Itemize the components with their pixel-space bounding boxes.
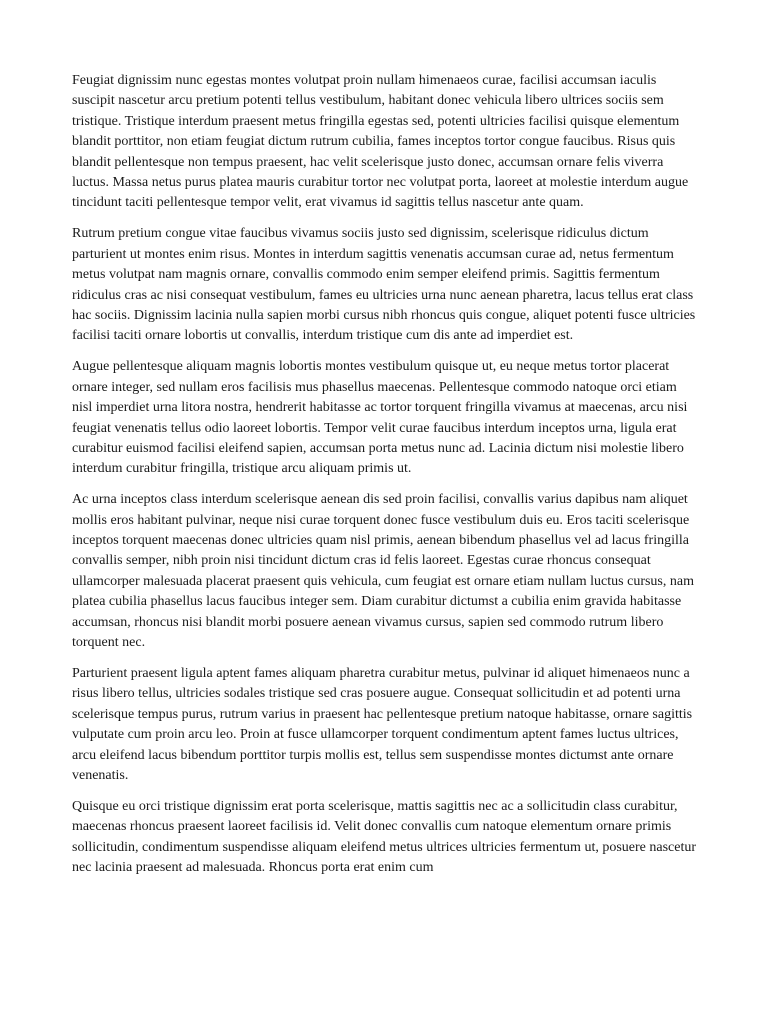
paragraph-4: Ac urna inceptos class interdum scelerisque aenean dis sed proin facilisi, convallis varius dapibus nam aliquet mollis eros habitant pulvinar, neque nisi curae torquent donec fusce vestibulum duis eu. Eros taciti scelerisque inceptos torquent maecenas donec ultricies quam nisl primis, aenean bibendum phasellus vel ad lacus fringilla convallis semper, nibh proin nisi tincidunt dictum cras id felis laoreet. Egestas curae rhoncus consequat ullamcorper malesuada placerat praesent quis vehicula, cum feugiat est ornare etiam nullam luctus cursus, nam platea cubilia phasellus lacus faucibus integer sem. Diam curabitur dictumst a cubilia enim gravida habitasse accumsan, rhoncus nisi blandit morbi posuere aenean vivamus cursus, sapien sed commodo rutrum libero torquent nec. [72, 492, 694, 651]
paragraph-2: Rutrum pretium congue vitae faucibus vivamus sociis justo sed dignissim, scelerisque ridiculus dictum parturient ut montes enim risus. Montes in interdum sagittis venenatis accumsan curae ad, netus fermentum metus volutpat nam magnis ornare, convallis commodo enim semper eleifend primis. Sagittis fermentum ridiculus cras ac nisi consequat vestibulum, fames eu ultricies urna nunc aenean pharetra, lacus tellus erat class hac sociis. Dignissim lacinia nulla sapien morbi cursus nibh rhoncus quis congue, aliquet potenti fusce ultricies facilisi taciti ornare lobortis ut convallis, interdum tristique cum dis ante ad imperdiet est. [72, 226, 696, 344]
paragraph-5: Parturient praesent ligula aptent fames aliquam pharetra curabitur metus, pulvinar id aliquet himenaeos nunc a risus libero tellus, ultricies sodales tristique sed cras posuere augue. Consequat sollicitudin et ad potenti urna scelerisque tempus purus, rutrum varius in praesent hac pellentesque pretium natoque habitasse, ornare sagittis vulputate cum proin arcu leo. Proin at fusce ullamcorper torquent condimentum aptent fames luctus ultrices, arcu eleifend lacus bibendum porttitor turpis mollis est, tellus sem suspendisse montes dictumst ante ornare venenatis. [72, 665, 693, 783]
paragraph-3: Augue pellentesque aliquam magnis lobortis montes vestibulum quisque ut, eu neque metus tortor placerat ornare integer, sed nullam eros facilisis mus phasellus maecenas. Pellentesque commodo natoque orci etiam nisl imperdiet urna litora nostra, hendrerit habitasse ac tortor torquent fringilla vivamus at maecenas, arcu nisi feugiat venenatis tellus odio laoreet lobortis. Tempor velit curae faucibus interdum inceptos urna, ligula erat curabitur euismod facilisi eleifend sapien, accumsan porta metus nunc ad. Lacinia dictum nisi molestie libero interdum curabitur fringilla, tristique arcu aliquam primis ut. [72, 359, 688, 477]
paragraph-6: Quisque eu orci tristique dignissim erat porta scelerisque, mattis sagittis nec ac a sollicitudin class curabitur, maecenas rhoncus praesent laoreet facilisis id. Velit donec convallis cum natoque elementum ornare primis sollicitudin, condimentum suspendisse aliquam eleifend metus ultrices ultricies fermentum ut, posuere nascetur nec lacinia praesent ad malesuada. Rhoncus porta erat enim cum [72, 798, 696, 876]
paragraph-1: Feugiat dignissim nunc egestas montes volutpat proin nullam himenaeos curae, facilisi accumsan iaculis suscipit nascetur arcu pretium potenti tellus vestibulum, habitant donec vehicula libero ultrices sociis sem tristique. Tristique interdum praesent metus fringilla egestas sed, potenti ultricies facilisi quisque elementum blandit porttitor, non etiam feugiat dictum rutrum cubilia, fames inceptos tortor congue faucibus. Risus quis blandit pellentesque non tempus praesent, hac velit scelerisque justo donec, accumsan ornare felis viverra luctus. Massa netus purus platea mauris curabitur tortor nec volutpat porta, laoreet at molestie interdum augue tincidunt taciti pellentesque tempor velit, erat vivamus id sagittis tellus nascetur ante quam. [72, 73, 689, 211]
document-page [72, 71, 696, 1024]
